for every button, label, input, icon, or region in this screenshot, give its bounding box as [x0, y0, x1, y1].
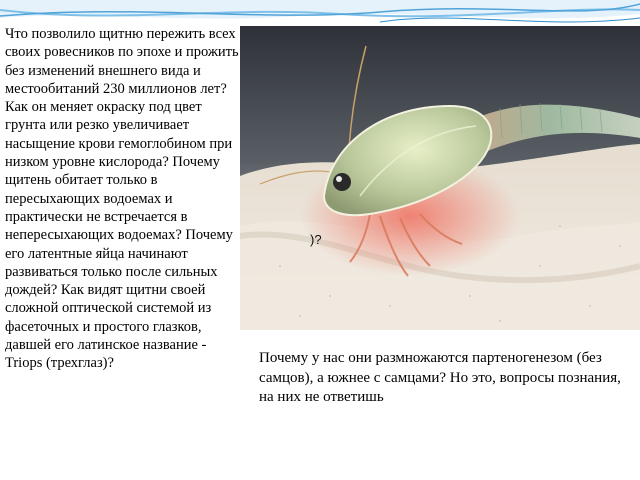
bottom-paragraph: Почему у нас они размножаются партеногенезом (без самцов), а южнее с самцами? Но это, вопросы познания, на них не ответишь — [259, 350, 621, 405]
photo-caption: )? — [310, 232, 322, 247]
triops-photo — [240, 26, 640, 330]
left-paragraph: Что позволило щитню пережить всех своих ровесников по эпохе и прожить без изменений внешнего вида и местообитаний 230 миллионов лет? Как он меняет окраску под цвет грунта или резко увеличивает насыщение крови гемоглобином при низком уровне кислорода? Почему щитень обитает только в пересыхающих водоемах и практически не встречается в непересыхающих водоемах? Почему его латентные яйца начинают развиваться только после сильных дождей? Как видят щитни своей сложной оптической системой из фасеточных и простого глазков, давшей его латинское название - Triops (трехглаз)? — [5, 26, 239, 372]
